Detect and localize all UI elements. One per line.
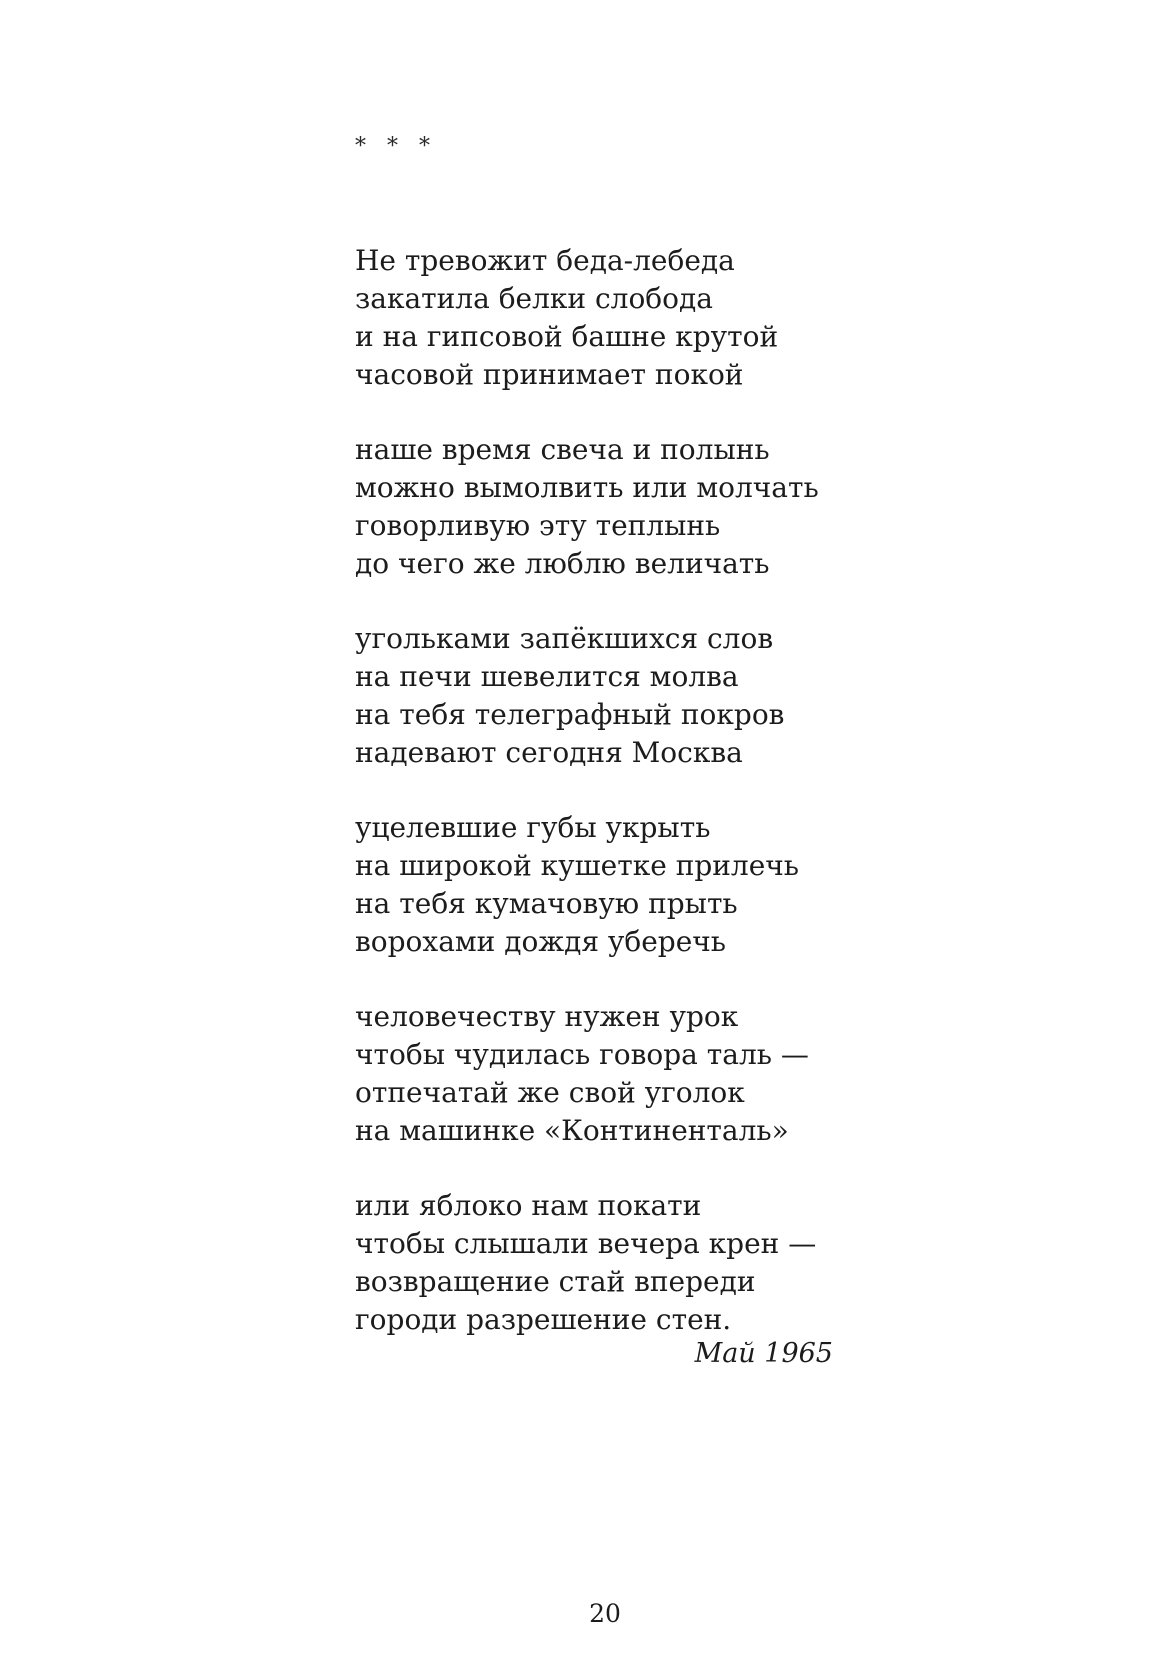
stanza-2 (355, 431, 875, 583)
poem-line: часовой принимает покой (355, 358, 744, 391)
poem-line: чтобы чудилась говора таль — (355, 1038, 809, 1071)
stanza-5 (355, 998, 875, 1150)
stanza-4 (355, 809, 875, 961)
stanza-6 (355, 1187, 875, 1339)
poem-line: на широкой кушетке прилечь (355, 849, 800, 882)
poem-line: возвращение стай впереди (355, 1265, 756, 1298)
poem (355, 242, 875, 1376)
poem-line: городи разрешение стен. (355, 1303, 732, 1336)
poem-line: на тебя кумачовую прыть (355, 887, 738, 920)
poem-line: угольками запёкшихся слов (355, 622, 774, 655)
poem-line: человечеству нужен урок (355, 1000, 739, 1033)
stanza-3 (355, 620, 875, 772)
poem-line: до чего же люблю величать (355, 547, 770, 580)
poem-line: отпечатай же свой уголок (355, 1076, 745, 1109)
poem-line: чтобы слышали вечера крен — (355, 1227, 817, 1260)
poem-line: говорливую эту теплынь (355, 509, 721, 542)
poem-line: и на гипсовой башне крутой (355, 320, 779, 353)
poem-line: Не тревожит беда-лебеда (355, 244, 735, 277)
poem-line: на тебя телеграфный покров (355, 698, 785, 731)
poem-line: ворохами дождя уберечь (355, 925, 727, 958)
poem-line: на машинке «Континенталь» (355, 1114, 789, 1147)
poem-date: Май 1965 (694, 1338, 833, 1369)
poem-line: закатила белки слобода (355, 282, 713, 315)
poem-line: надевают сегодня Москва (355, 736, 743, 769)
stanza-1 (355, 242, 875, 394)
page-number: 20 (589, 1599, 621, 1628)
section-asterisks: * * * (355, 134, 437, 159)
poem-line: уцелевшие губы укрыть (355, 811, 711, 844)
poem-line: или яблоко нам покати (355, 1189, 702, 1222)
poem-line: можно вымолвить или молчать (355, 471, 819, 504)
poem-line: на печи шевелится молва (355, 660, 739, 693)
poem-line: наше время свеча и полынь (355, 433, 770, 466)
